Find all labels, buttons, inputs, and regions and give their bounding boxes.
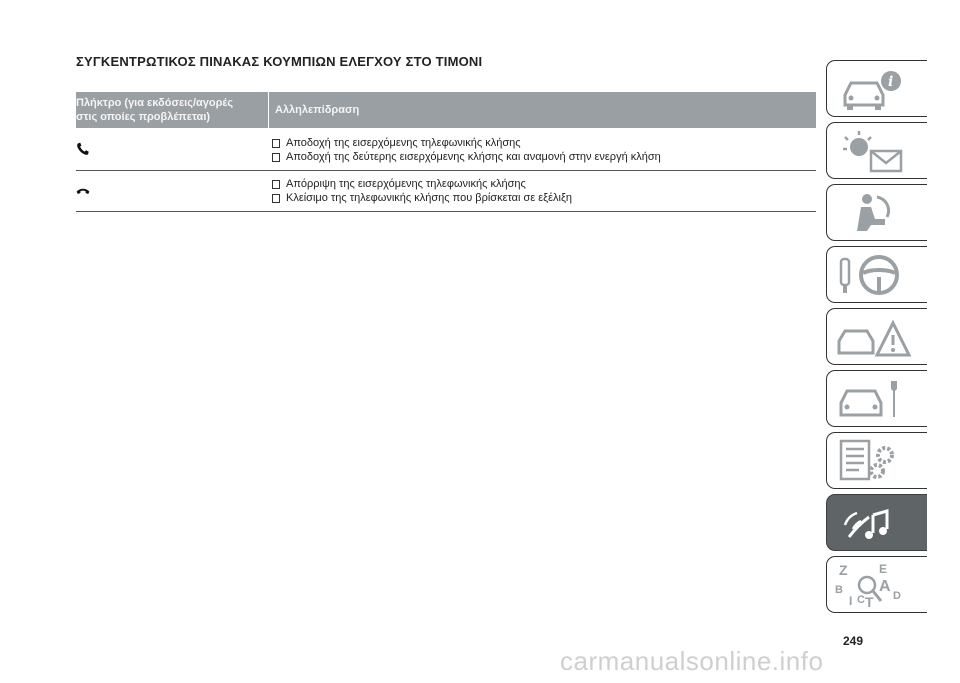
header-button-line1: Πλήκτρο (για εκδόσεις/αγορές <box>76 97 234 109</box>
bullet-icon <box>272 194 280 203</box>
bullet-icon <box>272 153 280 162</box>
page-title: ΣΥΓΚΕΝΤΡΩΤΙΚΟΣ ΠΙΝΑΚΑΣ ΚΟΥΜΠΙΩΝ ΕΛΕΓΧΟΥ ΣΤΟ ΤΙΜΟΝΙ <box>76 54 483 69</box>
specs-gear-icon <box>835 437 915 485</box>
table-row <box>76 128 816 171</box>
seat-airbag-icon <box>835 189 915 237</box>
list-item <box>268 191 816 205</box>
list-item <box>268 136 816 150</box>
tab-warning-lights[interactable] <box>826 122 927 179</box>
tab-car-tools[interactable] <box>826 370 927 427</box>
phone-hangup-icon <box>76 187 90 195</box>
page-number: 249 <box>843 634 864 648</box>
tab-alphabetical-index[interactable] <box>826 556 927 613</box>
svg-text:Z: Z <box>839 562 848 578</box>
car-info-icon <box>835 65 915 113</box>
svg-text:T: T <box>865 594 874 609</box>
header-button <box>76 92 254 128</box>
svg-text:B: B <box>835 584 843 596</box>
car-tools-icon <box>835 375 915 423</box>
multimedia-icon <box>835 499 915 547</box>
steering-key-icon <box>835 251 915 299</box>
bullet-icon <box>272 180 280 189</box>
tab-seat-airbag[interactable] <box>826 184 927 241</box>
tab-accident-warning[interactable] <box>826 308 927 365</box>
header-button-line2: στις οποίες προβλέπεται) <box>76 111 211 123</box>
svg-text:I: I <box>849 594 853 608</box>
interaction-cell <box>268 136 816 164</box>
button-cell <box>76 136 268 164</box>
tab-specs-gear[interactable] <box>826 432 927 489</box>
interaction-text: Αποδοχή της δεύτερης εισερχόμενης κλήσης και αναμονή στην ενεργή κλήση <box>286 151 661 163</box>
controls-table <box>76 92 816 212</box>
interaction-text: Αποδοχή της εισερχόμενης τηλεφωνικής κλήσης <box>286 137 521 149</box>
button-cell <box>76 177 268 205</box>
watermark: carmanualsonline.info <box>560 646 824 676</box>
svg-text:C: C <box>857 594 865 606</box>
interaction-text: Κλείσιμο της τηλεφωνικής κλήσης που βρίσκεται σε εξέλιξη <box>286 192 572 204</box>
list-item <box>268 177 816 191</box>
interaction-cell <box>268 177 816 205</box>
header-interaction: Αλληλεπίδραση <box>268 92 359 128</box>
svg-text:E: E <box>879 562 888 576</box>
tab-steering-key[interactable] <box>826 246 927 303</box>
bullet-icon <box>272 139 280 148</box>
phone-answer-icon <box>76 142 90 156</box>
svg-text:D: D <box>893 590 901 602</box>
table-header <box>76 92 816 128</box>
alphabetical-index-icon <box>835 561 915 609</box>
tab-car-info[interactable] <box>826 60 927 117</box>
svg-text:A: A <box>879 578 891 595</box>
list-item <box>268 150 816 164</box>
table-row <box>76 171 816 212</box>
accident-warning-icon <box>835 313 915 361</box>
warning-lights-icon <box>835 127 915 175</box>
tab-multimedia[interactable] <box>826 494 927 551</box>
interaction-text: Απόρριψη της εισερχόμενης τηλεφωνικής κλήσης <box>286 178 526 190</box>
svg-text:i: i <box>888 74 894 90</box>
